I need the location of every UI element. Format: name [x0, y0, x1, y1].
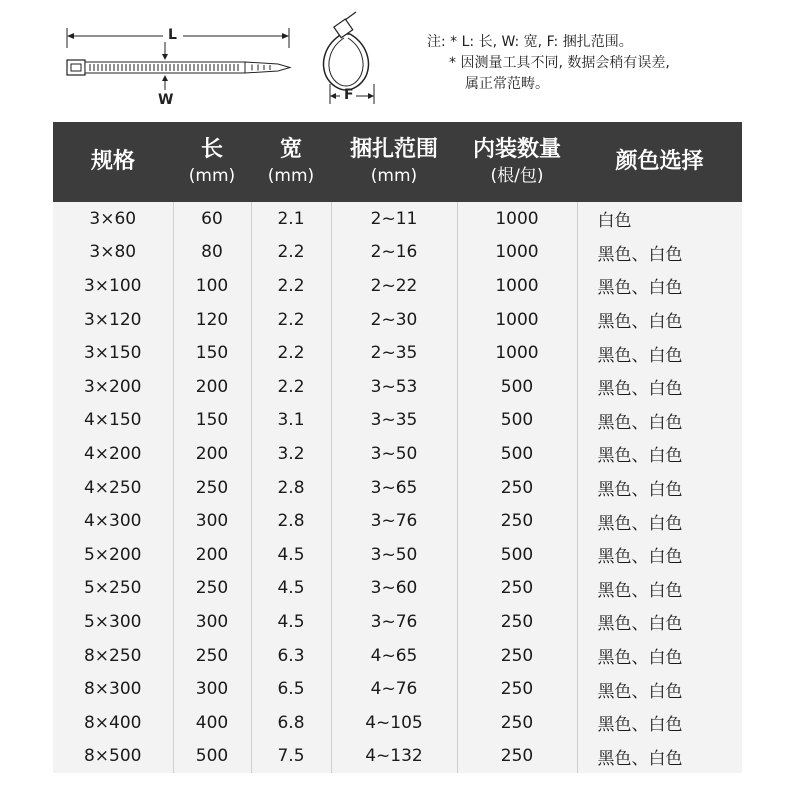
- table-cell: 150: [173, 404, 251, 438]
- table-row: [53, 370, 742, 404]
- table-cell: 500: [457, 370, 577, 404]
- table-cell: 3~60: [331, 572, 457, 606]
- table-cell: 2.2: [251, 269, 331, 303]
- table-cell: 200: [173, 370, 251, 404]
- table-cell: 2.8: [251, 504, 331, 538]
- column-header-title: 颜色选择: [615, 149, 704, 174]
- table-cell: 3×80: [89, 242, 137, 263]
- table-cell: 5×300: [83, 611, 142, 632]
- table-row: [53, 639, 742, 673]
- table-cell: 2~11: [331, 202, 457, 236]
- table-cell: 2.1: [251, 202, 331, 236]
- table-cell: 250: [457, 572, 577, 606]
- table-row: [53, 605, 742, 639]
- table-cell: 250: [173, 471, 251, 505]
- table-cell: 3×150: [83, 343, 142, 364]
- table-cell: 黑色、白色: [577, 471, 742, 505]
- table-row: [53, 404, 742, 438]
- table-cell: 4×200: [83, 443, 142, 464]
- range-label: F: [344, 87, 354, 103]
- table-cell: 8×500: [83, 746, 142, 767]
- table-cell: 2.2: [251, 336, 331, 370]
- table-cell: 2.2: [251, 236, 331, 270]
- table-cell: 2~30: [331, 303, 457, 337]
- table-row: [53, 672, 742, 706]
- table-cell: 250: [457, 706, 577, 740]
- table-cell: 2.8: [251, 471, 331, 505]
- note-line-2: * 因测量工具不同, 数据会稍有误差,: [449, 55, 670, 71]
- column-header-title: 内装数量: [472, 137, 561, 162]
- header-row: [53, 122, 742, 202]
- table-cell: 3~76: [331, 605, 457, 639]
- table-cell: 4~105: [331, 706, 457, 740]
- table-cell: 2~16: [331, 236, 457, 270]
- table-cell: 8×250: [83, 645, 142, 666]
- spec-table: [53, 122, 742, 773]
- table-cell: 3~35: [331, 404, 457, 438]
- table-cell: 1000: [457, 303, 577, 337]
- table-cell: 白色: [577, 202, 742, 236]
- table-cell: 黑色、白色: [577, 672, 742, 706]
- table-row: [53, 336, 742, 370]
- note-line-1: [427, 32, 670, 53]
- table-cell: 黑色、白色: [577, 538, 742, 572]
- table-cell: 2.2: [251, 303, 331, 337]
- table-cell: 250: [457, 672, 577, 706]
- column-header: [251, 122, 331, 202]
- table-cell: 200: [173, 437, 251, 471]
- table-cell: 250: [457, 605, 577, 639]
- measurement-notes: [427, 32, 670, 95]
- table-cell: 300: [173, 605, 251, 639]
- table-cell: 250: [457, 471, 577, 505]
- column-header: [173, 122, 251, 202]
- table-row: [53, 236, 742, 270]
- column-header-unit: (根/包): [490, 166, 544, 186]
- table-cell: 黑色、白色: [577, 740, 742, 774]
- table-cell: 250: [457, 740, 577, 774]
- table-row: [53, 572, 742, 606]
- table-row: [53, 740, 742, 774]
- table-cell: 400: [173, 706, 251, 740]
- table-cell: 60: [173, 202, 251, 236]
- table-cell: 250: [457, 639, 577, 673]
- table-cell: 1000: [457, 269, 577, 303]
- table-cell: 黑色、白色: [577, 437, 742, 471]
- table-row: [53, 303, 742, 337]
- column-header: [457, 122, 577, 202]
- table-cell: 1000: [457, 336, 577, 370]
- column-header-unit: (mm): [188, 166, 236, 186]
- table-cell: 黑色、白色: [577, 336, 742, 370]
- column-header-title: 规格: [90, 149, 135, 174]
- cable-tie-diagram: [0, 0, 800, 120]
- column-header-unit: (mm): [370, 166, 418, 186]
- note-prefix: 注:: [427, 34, 446, 50]
- column-header-title: 长: [200, 137, 223, 162]
- table-cell: 3.1: [251, 404, 331, 438]
- table-cell: 250: [173, 572, 251, 606]
- table-cell: 8×300: [83, 679, 142, 700]
- spec-table-header: [53, 122, 742, 202]
- table-cell: 3~50: [331, 538, 457, 572]
- table-cell: 4×250: [83, 477, 142, 498]
- note-text-1: * L: 长, W: 宽, F: 捆扎范围。: [450, 34, 633, 50]
- table-cell: 黑色、白色: [577, 269, 742, 303]
- table-cell: 黑色、白色: [577, 639, 742, 673]
- table-cell: 黑色、白色: [577, 303, 742, 337]
- table-cell: 6.8: [251, 706, 331, 740]
- table-cell: 5×250: [83, 578, 142, 599]
- table-cell: 4.5: [251, 538, 331, 572]
- table-cell: 6.5: [251, 672, 331, 706]
- table-row: [53, 269, 742, 303]
- table-cell: 300: [173, 672, 251, 706]
- table-cell: 6.3: [251, 639, 331, 673]
- table-cell: 5×200: [83, 544, 142, 565]
- table-cell: 300: [173, 504, 251, 538]
- length-label: L: [168, 27, 177, 43]
- table-cell: 250: [457, 504, 577, 538]
- table-cell: 4~132: [331, 740, 457, 774]
- column-header-title: 宽: [279, 137, 302, 162]
- table-cell: 4×150: [83, 410, 142, 431]
- column-header-unit: (mm): [267, 166, 315, 186]
- table-cell: 250: [173, 639, 251, 673]
- table-cell: 4.5: [251, 605, 331, 639]
- table-cell: 3~65: [331, 471, 457, 505]
- column-header: [331, 122, 457, 202]
- table-row: [53, 437, 742, 471]
- table-cell: 7.5: [251, 740, 331, 774]
- table-row: [53, 538, 742, 572]
- column-header-title: 捆扎范围: [349, 137, 438, 162]
- table-cell: 8×400: [83, 712, 142, 733]
- table-row: [53, 706, 742, 740]
- table-cell: 黑色、白色: [577, 236, 742, 270]
- table-cell: 200: [173, 538, 251, 572]
- table-cell: 3×200: [83, 376, 142, 397]
- table-cell: 黑色、白色: [577, 370, 742, 404]
- table-cell: 4×300: [83, 511, 142, 532]
- table-cell: 1000: [457, 202, 577, 236]
- table-cell: 3~50: [331, 437, 457, 471]
- table-cell: 3~76: [331, 504, 457, 538]
- table-cell: 80: [173, 236, 251, 270]
- table-cell: 黑色、白色: [577, 504, 742, 538]
- note-line-3: 属正常范畴。: [465, 76, 549, 92]
- table-cell: 150: [173, 336, 251, 370]
- table-cell: 黑色、白色: [577, 572, 742, 606]
- table-cell: 500: [457, 404, 577, 438]
- table-cell: 4~65: [331, 639, 457, 673]
- table-cell: 3~53: [331, 370, 457, 404]
- table-cell: 2.2: [251, 370, 331, 404]
- table-cell: 4.5: [251, 572, 331, 606]
- table-row: [53, 504, 742, 538]
- table-cell: 3×120: [83, 309, 142, 330]
- table-cell: 500: [173, 740, 251, 774]
- table-cell: 1000: [457, 236, 577, 270]
- table-cell: 黑色、白色: [577, 404, 742, 438]
- column-header: [53, 122, 173, 202]
- cable-tie-drawing: [0, 0, 800, 120]
- table-row: [53, 471, 742, 505]
- table-cell: 100: [173, 269, 251, 303]
- table-cell: 3.2: [251, 437, 331, 471]
- table-cell: 2~22: [331, 269, 457, 303]
- column-header: [577, 122, 742, 202]
- table-cell: 黑色、白色: [577, 706, 742, 740]
- table-cell: 3×100: [83, 275, 142, 296]
- spec-table-body: [53, 202, 742, 773]
- table-cell: 500: [457, 437, 577, 471]
- table-cell: 黑色、白色: [577, 605, 742, 639]
- table-cell: 2~35: [331, 336, 457, 370]
- table-cell: 4~76: [331, 672, 457, 706]
- table-row: [53, 202, 742, 236]
- table-cell: 120: [173, 303, 251, 337]
- table-cell: 3×60: [89, 208, 137, 229]
- table-cell: 500: [457, 538, 577, 572]
- width-label: W: [158, 92, 174, 108]
